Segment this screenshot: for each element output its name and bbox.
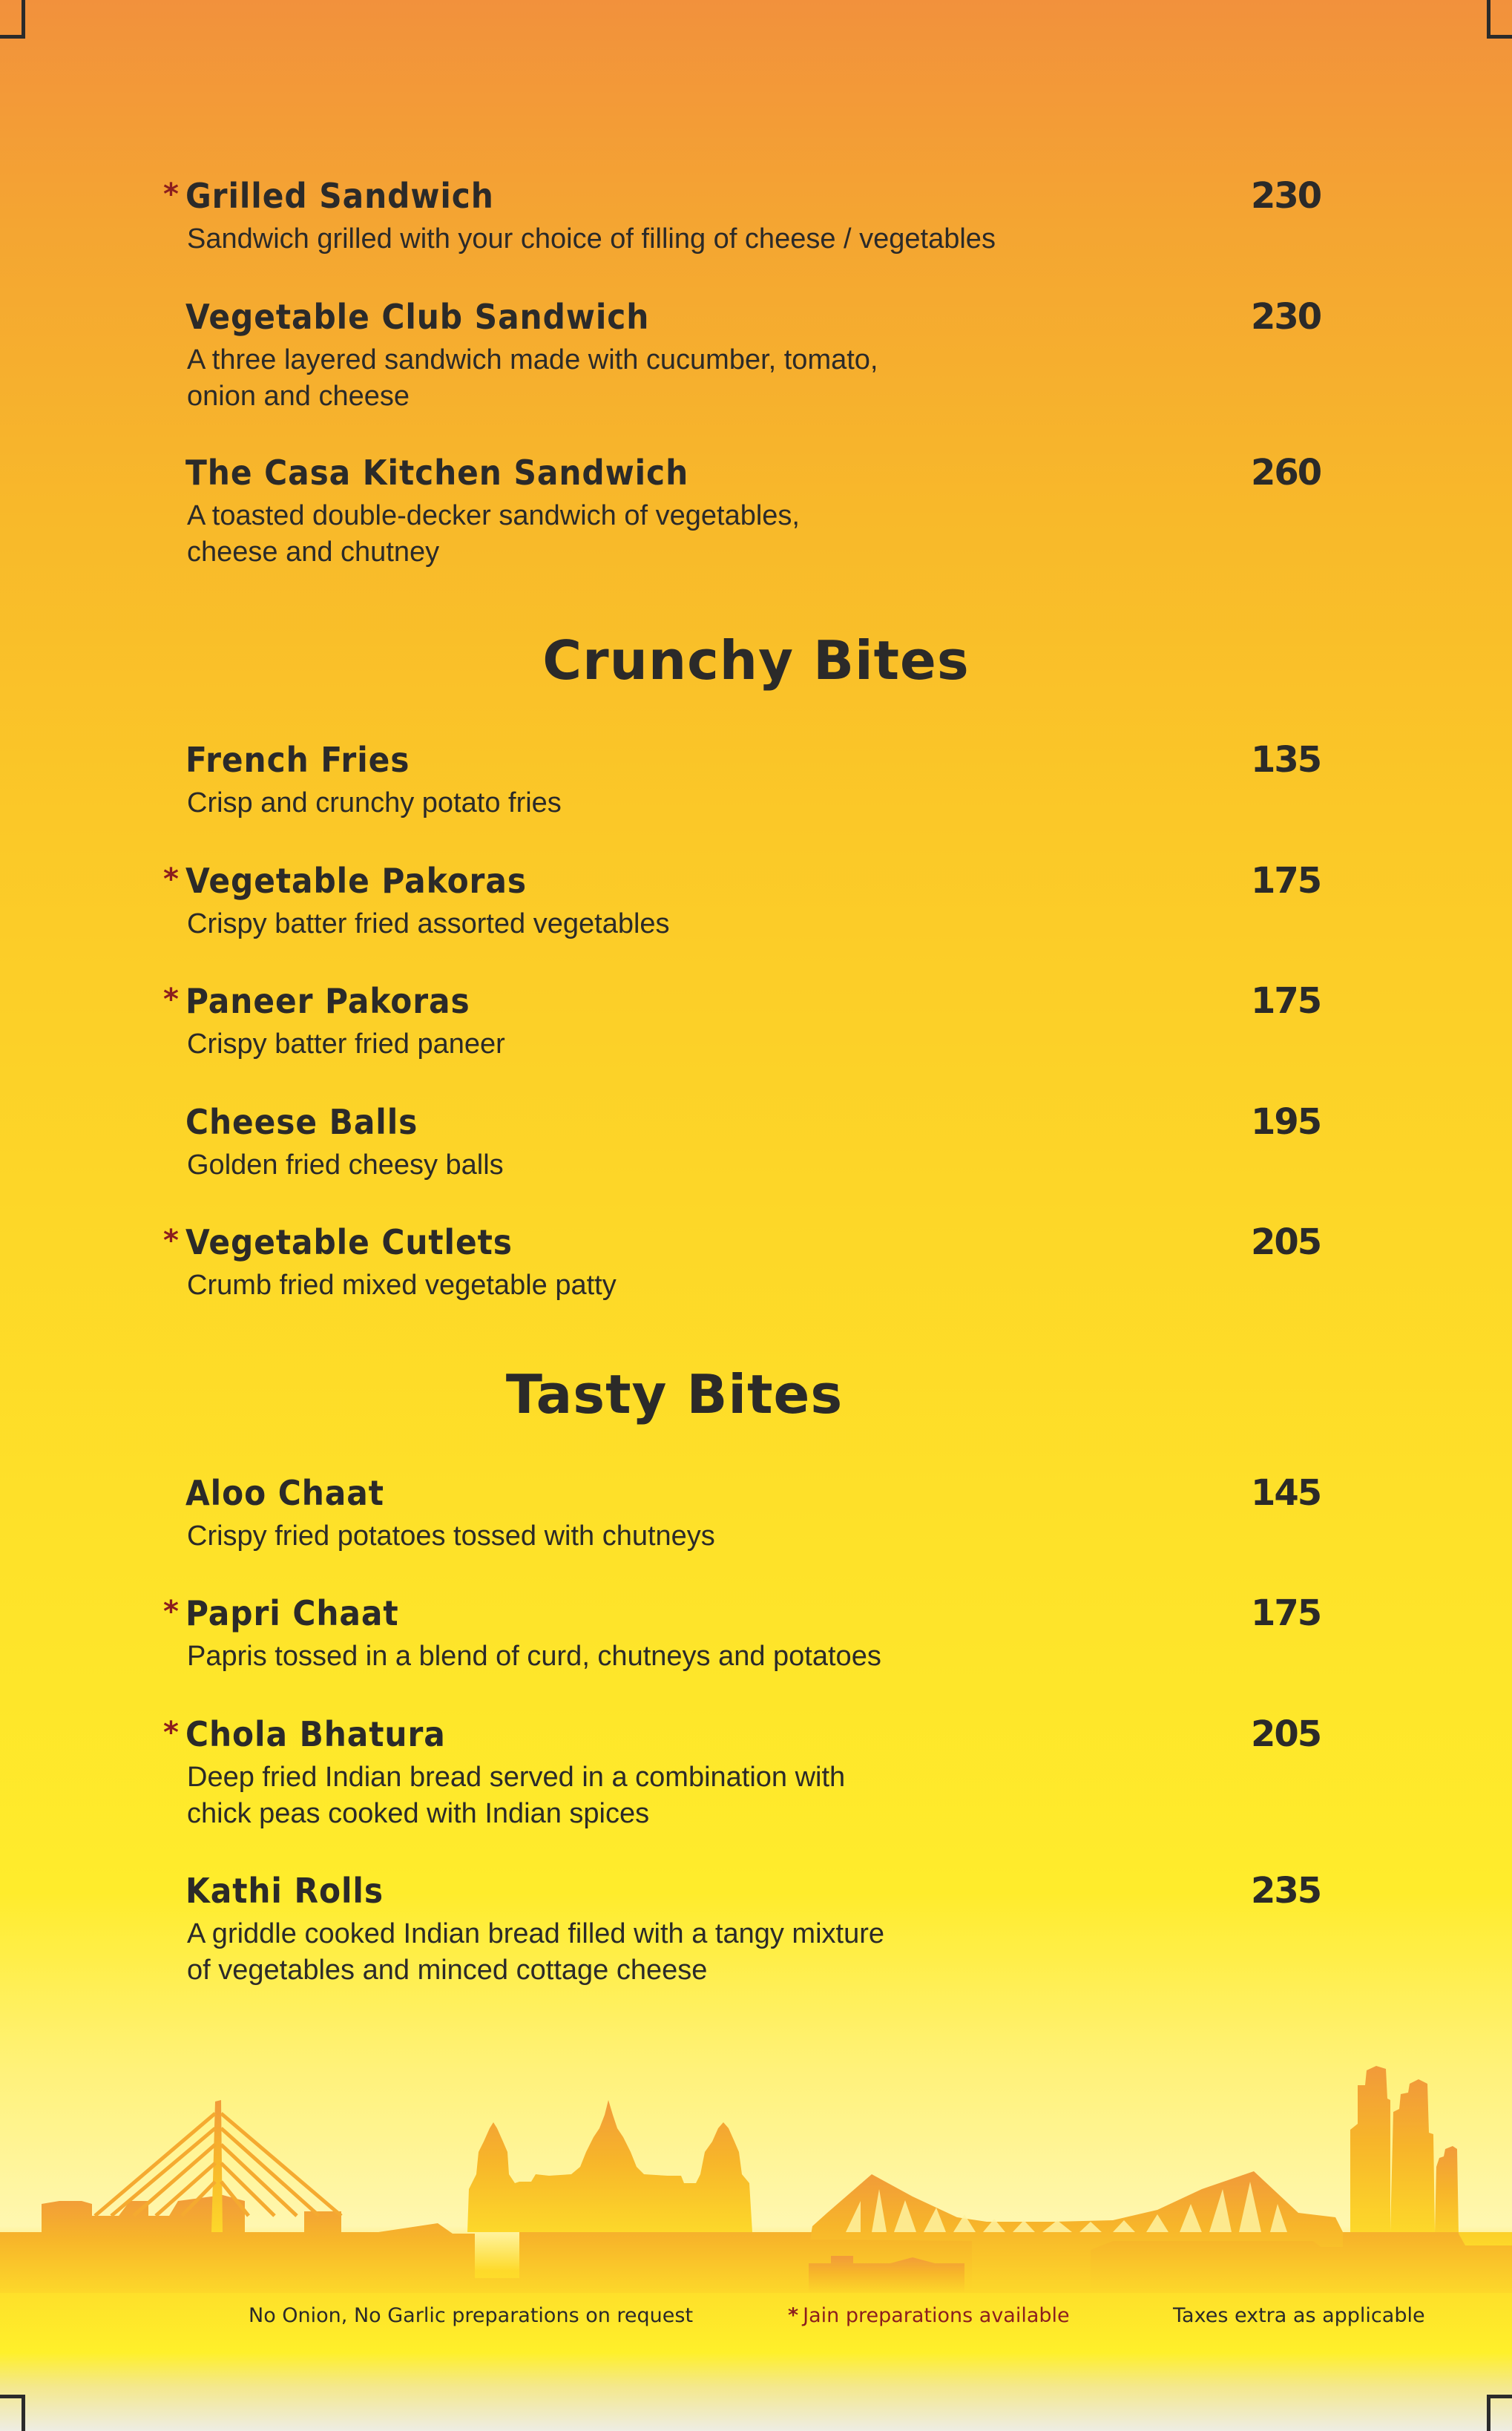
item-price: 145 bbox=[1251, 1472, 1321, 1514]
item-description: Crispy batter fried assorted vegetables bbox=[187, 908, 670, 939]
item-price: 135 bbox=[1251, 739, 1321, 781]
crop-mark-bottom-right bbox=[1487, 2395, 1512, 2431]
section-title-tasty-bites: Tasty Bites bbox=[505, 1363, 844, 1426]
jain-note-label: Jain preparations available bbox=[803, 2304, 1070, 2327]
crop-mark-top-right bbox=[1487, 0, 1512, 39]
item-price: 235 bbox=[1251, 1870, 1321, 1912]
item-price: 205 bbox=[1251, 1221, 1321, 1263]
section-title-crunchy-bites: Crunchy Bites bbox=[542, 629, 970, 692]
item-price: 205 bbox=[1251, 1713, 1321, 1755]
item-description: Papris tossed in a blend of curd, chutneys and potatoes bbox=[187, 1641, 881, 1672]
item-price: 260 bbox=[1251, 452, 1321, 493]
jain-asterisk-icon: * bbox=[163, 1224, 179, 1258]
item-description: Crispy fried potatoes tossed with chutneys bbox=[187, 1520, 715, 1552]
jain-asterisk-icon: * bbox=[163, 982, 179, 1017]
crop-mark-top-left bbox=[0, 0, 25, 39]
item-name: Vegetable Pakoras bbox=[185, 861, 527, 901]
item-price: 230 bbox=[1251, 175, 1321, 217]
jain-asterisk-icon: * bbox=[788, 2304, 799, 2327]
item-name: Vegetable Cutlets bbox=[185, 1222, 513, 1262]
item-name: Chola Bhatura bbox=[185, 1714, 446, 1754]
jain-asterisk-icon: * bbox=[163, 862, 179, 896]
crop-mark-bottom-left bbox=[0, 2395, 25, 2431]
item-name: Grilled Sandwich bbox=[185, 176, 494, 216]
item-description: Crumb fried mixed vegetable patty bbox=[187, 1270, 617, 1301]
item-description: A three layered sandwich made with cucumber, tomato, onion and cheese bbox=[187, 344, 878, 412]
item-price: 175 bbox=[1251, 980, 1321, 1022]
item-price: 175 bbox=[1251, 1592, 1321, 1634]
item-description: A toasted double-decker sandwich of vegetables, cheese and chutney bbox=[187, 500, 800, 568]
item-description: Sandwich grilled with your choice of filling of cheese / vegetables bbox=[187, 223, 996, 255]
item-description: A griddle cooked Indian bread filled with a tangy mixture of vegetables and minced cottage cheese bbox=[187, 1918, 884, 1986]
city-skyline-icon bbox=[0, 2056, 1512, 2293]
item-name: French Fries bbox=[185, 740, 410, 780]
item-price: 195 bbox=[1251, 1101, 1321, 1143]
item-name: Paneer Pakoras bbox=[185, 981, 470, 1021]
item-price: 175 bbox=[1251, 860, 1321, 902]
footer-jain-note bbox=[788, 2303, 1070, 2329]
item-description: Deep fried Indian bread served in a combination with chick peas cooked with Indian spices bbox=[187, 1762, 846, 1829]
item-description: Crispy batter fried paneer bbox=[187, 1028, 505, 1060]
jain-asterisk-icon: * bbox=[163, 177, 179, 211]
item-name: Aloo Chaat bbox=[185, 1473, 384, 1513]
item-name: The Casa Kitchen Sandwich bbox=[185, 453, 689, 493]
item-name: Cheese Balls bbox=[185, 1102, 418, 1142]
item-description: Crisp and crunchy potato fries bbox=[187, 787, 562, 818]
footer-taxes-note: Taxes extra as applicable bbox=[1173, 2304, 1425, 2327]
item-description: Golden fried cheesy balls bbox=[187, 1149, 504, 1181]
item-name: Papri Chaat bbox=[185, 1593, 399, 1633]
footer-no-onion-garlic: No Onion, No Garlic preparations on request bbox=[249, 2304, 694, 2327]
jain-asterisk-icon: * bbox=[163, 1595, 179, 1629]
item-name: Vegetable Club Sandwich bbox=[185, 297, 650, 337]
jain-asterisk-icon: * bbox=[163, 1716, 179, 1750]
item-price: 230 bbox=[1251, 296, 1321, 338]
item-name: Kathi Rolls bbox=[185, 1871, 384, 1911]
